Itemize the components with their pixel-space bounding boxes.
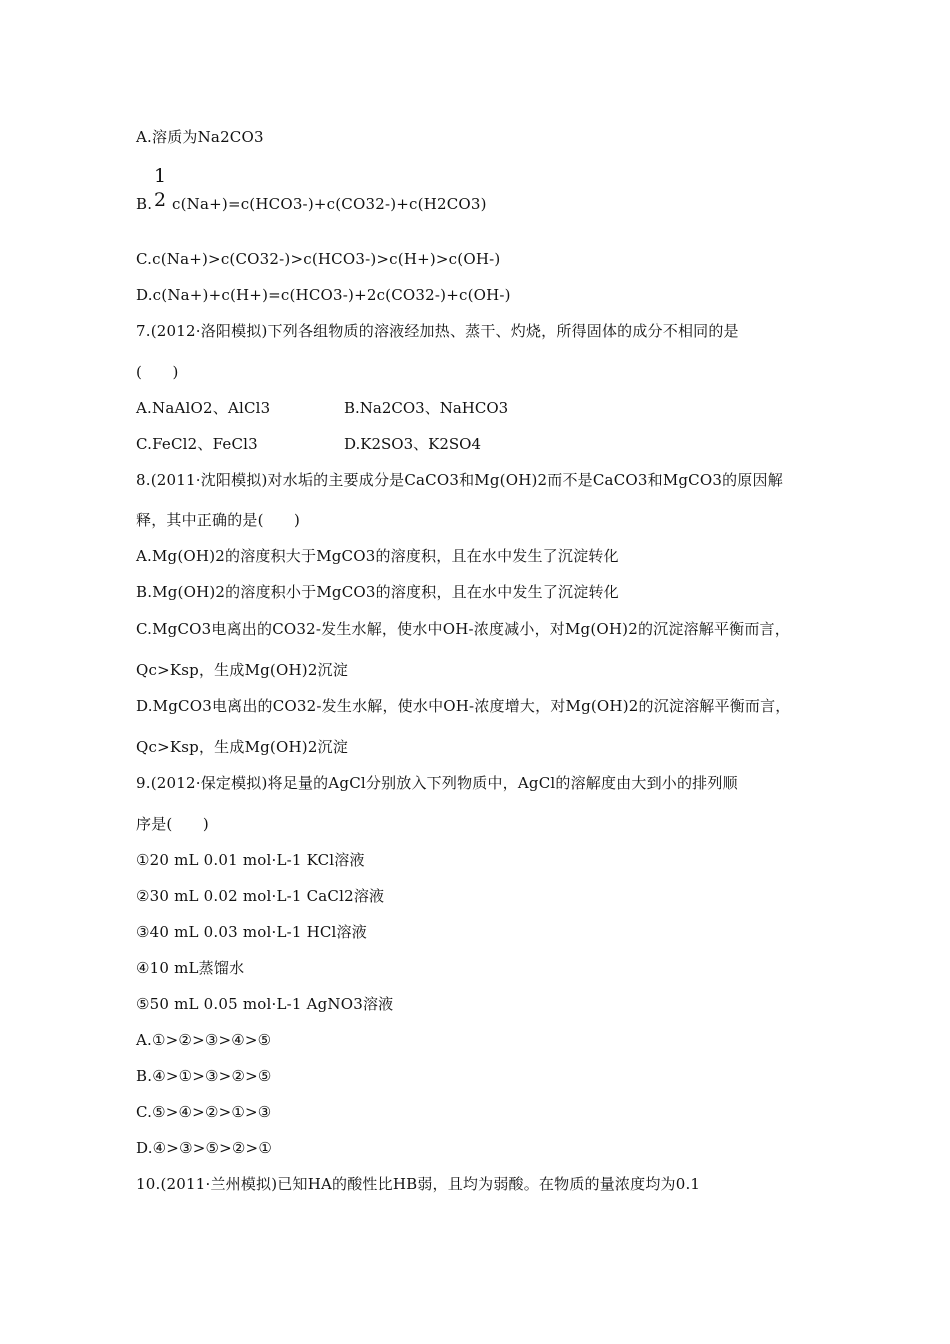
q6-option-b-label: B. [136,195,153,213]
q9-option-a: A.①>②>③>④>⑤ [136,1031,272,1049]
q9-item-1: ①20 mL 0.01 mol·L-1 KCl溶液 [136,851,365,869]
q10-stem-line1: 10.(2011·兰州模拟)已知HA的酸性比HB弱，且均为弱酸。在物质的量浓度均为0.1 [136,1175,701,1193]
q8-option-c-line2: Qc>Ksp，生成Mg(OH)2沉淀 [136,661,348,679]
q6-option-a: A.溶质为Na2CO3 [136,128,264,146]
q9-item-5: ⑤50 mL 0.05 mol·L-1 AgNO3溶液 [136,995,394,1013]
q8-option-d-line2: Qc>Ksp，生成Mg(OH)2沉淀 [136,738,348,756]
q8-stem-line1: 8.(2011·沈阳模拟)对水垢的主要成分是CaCO3和Mg(OH)2而不是CaCO3和MgCO3的原因解 [136,471,783,489]
q6-option-d: D.c(Na+)+c(H+)=c(HCO3-)+2c(CO32-)+c(OH-) [136,286,511,304]
q9-stem-line1: 9.(2012·保定模拟)将足量的AgCl分别放入下列物质中，AgCl的溶解度由大到小的排列顺 [136,774,738,792]
q8-stem-line2: 释，其中正确的是( ) [136,511,301,529]
q8-option-a: A.Mg(OH)2的溶度积大于MgCO3的溶度积，且在水中发生了沉淀转化 [136,547,619,565]
q7-option-c: C.FeCl2、FeCl3 [136,435,258,453]
q9-option-c: C.⑤>④>②>①>③ [136,1103,272,1121]
q9-item-4: ④10 mL蒸馏水 [136,959,245,977]
q9-option-b: B.④>①>③>②>⑤ [136,1067,272,1085]
q9-item-3: ③40 mL 0.03 mol·L-1 HCl溶液 [136,923,367,941]
q6-option-b-text: c(Na+)=c(HCO3-)+c(CO32-)+c(H2CO3) [172,195,487,213]
q7-option-b: B.Na2CO3、NaHCO3 [344,399,509,417]
q6-option-c: C.c(Na+)>c(CO32-)>c(HCO3-)>c(H+)>c(OH-) [136,250,501,268]
q6-option-b-fraction-numerator: 1 [154,165,167,187]
q8-option-b: B.Mg(OH)2的溶度积小于MgCO3的溶度积，且在水中发生了沉淀转化 [136,583,619,601]
q9-stem-line2: 序是( ) [136,815,209,833]
q8-option-c-line1: C.MgCO3电离出的CO32-发生水解，使水中OH-浓度减小，对Mg(OH)2的沉淀溶解平衡而言， [136,620,790,638]
q8-option-d-line1: D.MgCO3电离出的CO32-发生水解，使水中OH-浓度增大，对Mg(OH)2的沉淀溶解平衡而言， [136,697,791,715]
q9-option-d: D.④>③>⑤>②>① [136,1139,272,1157]
q6-option-b-fraction-denominator: 2 [154,189,167,211]
q7-stem: 7.(2012·洛阳模拟)下列各组物质的溶液经加热、蒸干、灼烧，所得固体的成分不相同的是 [136,322,739,340]
q7-option-d: D.K2SO3、K2SO4 [344,435,481,453]
q7-answer-paren: ( ) [136,363,179,381]
q7-option-a: A.NaAlO2、AlCl3 [136,399,271,417]
q9-item-2: ②30 mL 0.02 mol·L-1 CaCl2溶液 [136,887,385,905]
